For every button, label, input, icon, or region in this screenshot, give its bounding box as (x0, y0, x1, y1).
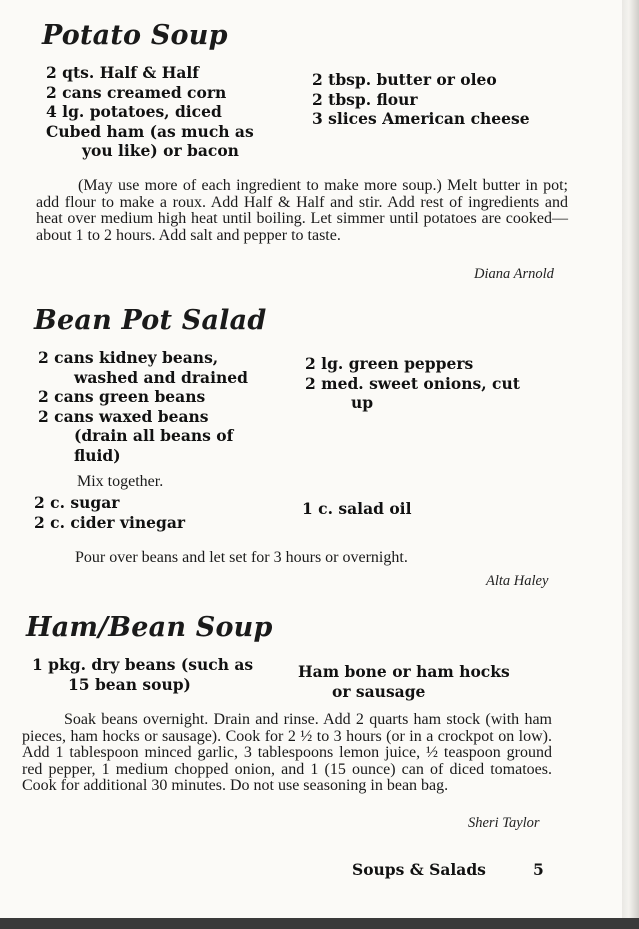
page-edge (622, 0, 639, 929)
ingredient-item: 2 cans waxed beans (38, 406, 209, 426)
ingredient-item: Ham bone or ham hocks (298, 662, 510, 681)
ingredient-item: or sausage (332, 681, 426, 701)
book-bottom-edge (0, 918, 639, 929)
ingredient-item: 2 c. sugar (34, 493, 120, 512)
recipe-author: Diana Arnold (474, 266, 554, 282)
section-label: Soups & Salads (352, 860, 486, 879)
ingredient-item: 2 c. cider vinegar (34, 512, 186, 532)
ingredient-item: 15 bean soup) (68, 674, 191, 694)
ingredient-item: 2 tbsp. flour (312, 89, 418, 109)
ingredient-item: 2 cans green beans (38, 387, 206, 406)
ingredient-item: 2 lg. green peppers (305, 354, 474, 373)
ingredient-item: 2 med. sweet onions, cut (305, 373, 520, 393)
recipe-instructions: Soak beans overnight. Drain and rinse. Add 2 quarts ham stock (with ham pieces, ham hocks or sausage). Cook for 2 ½ to 3 hours (or in a crockpot on low). Add 1 tablespoon minced garlic, 3 tablespoons lemon juice, ½ teaspoon ground red pepper, 1 medium chopped onion, and 1 (15 ounce) can of diced tomatoes. Cook for additional 30 minutes. Do not use seasoning in bean bag. (22, 711, 552, 794)
ingredient-item: up (351, 393, 374, 412)
ingredient-item: fluid) (74, 445, 121, 465)
ingredient-item: 2 cans kidney beans, (38, 348, 219, 367)
ingredient-list-left-2 (34, 493, 284, 532)
ingredient-item: (drain all beans of (74, 426, 234, 445)
ingredient-list-right-2 (302, 499, 502, 519)
recipe-author: Sheri Taylor (468, 815, 540, 831)
recipe-instructions: (May use more of each ingredient to make more soup.) Melt butter in pot; add flour to make a roux. Add Half & Half and stir. Add rest of ingredients and heat over medium high heat until boiling. Let simmer until potatoes are cooked—about 1 to 2 hours. Add salt and pepper to taste. (36, 177, 568, 244)
recipe-author: Alta Haley (486, 573, 549, 589)
ingredient-item: 1 c. salad oil (302, 499, 412, 518)
ingredient-list-right (305, 354, 555, 413)
ingredient-list-left (32, 655, 292, 694)
ingredient-item: 2 cans creamed corn (46, 82, 227, 102)
recipe-instructions: Pour over beans and let set for 3 hours or overnight. (75, 549, 408, 566)
recipe-title: Potato Soup (42, 20, 228, 51)
recipe-title: Bean Pot Salad (34, 305, 267, 336)
ingredient-item: you like) or bacon (82, 141, 239, 160)
ingredient-item: 2 tbsp. butter or oleo (312, 70, 497, 89)
mix-instruction: Mix together. (77, 473, 164, 490)
ingredient-item: 2 qts. Half & Half (46, 63, 199, 82)
ingredient-item: 3 slices American cheese (312, 109, 530, 128)
recipe-title: Ham/Bean Soup (26, 612, 273, 643)
ingredient-item: 4 lg. potatoes, diced (46, 102, 222, 121)
ingredient-list-right (312, 70, 572, 129)
ingredient-list-right (298, 662, 558, 701)
page-number: 5 (533, 860, 544, 879)
ingredient-list-left (46, 63, 296, 161)
ingredient-item: Cubed ham (as much as (46, 121, 254, 141)
ingredient-list-left (38, 348, 288, 465)
ingredient-item: washed and drained (74, 367, 248, 387)
ingredient-item: 1 pkg. dry beans (such as (32, 655, 254, 674)
